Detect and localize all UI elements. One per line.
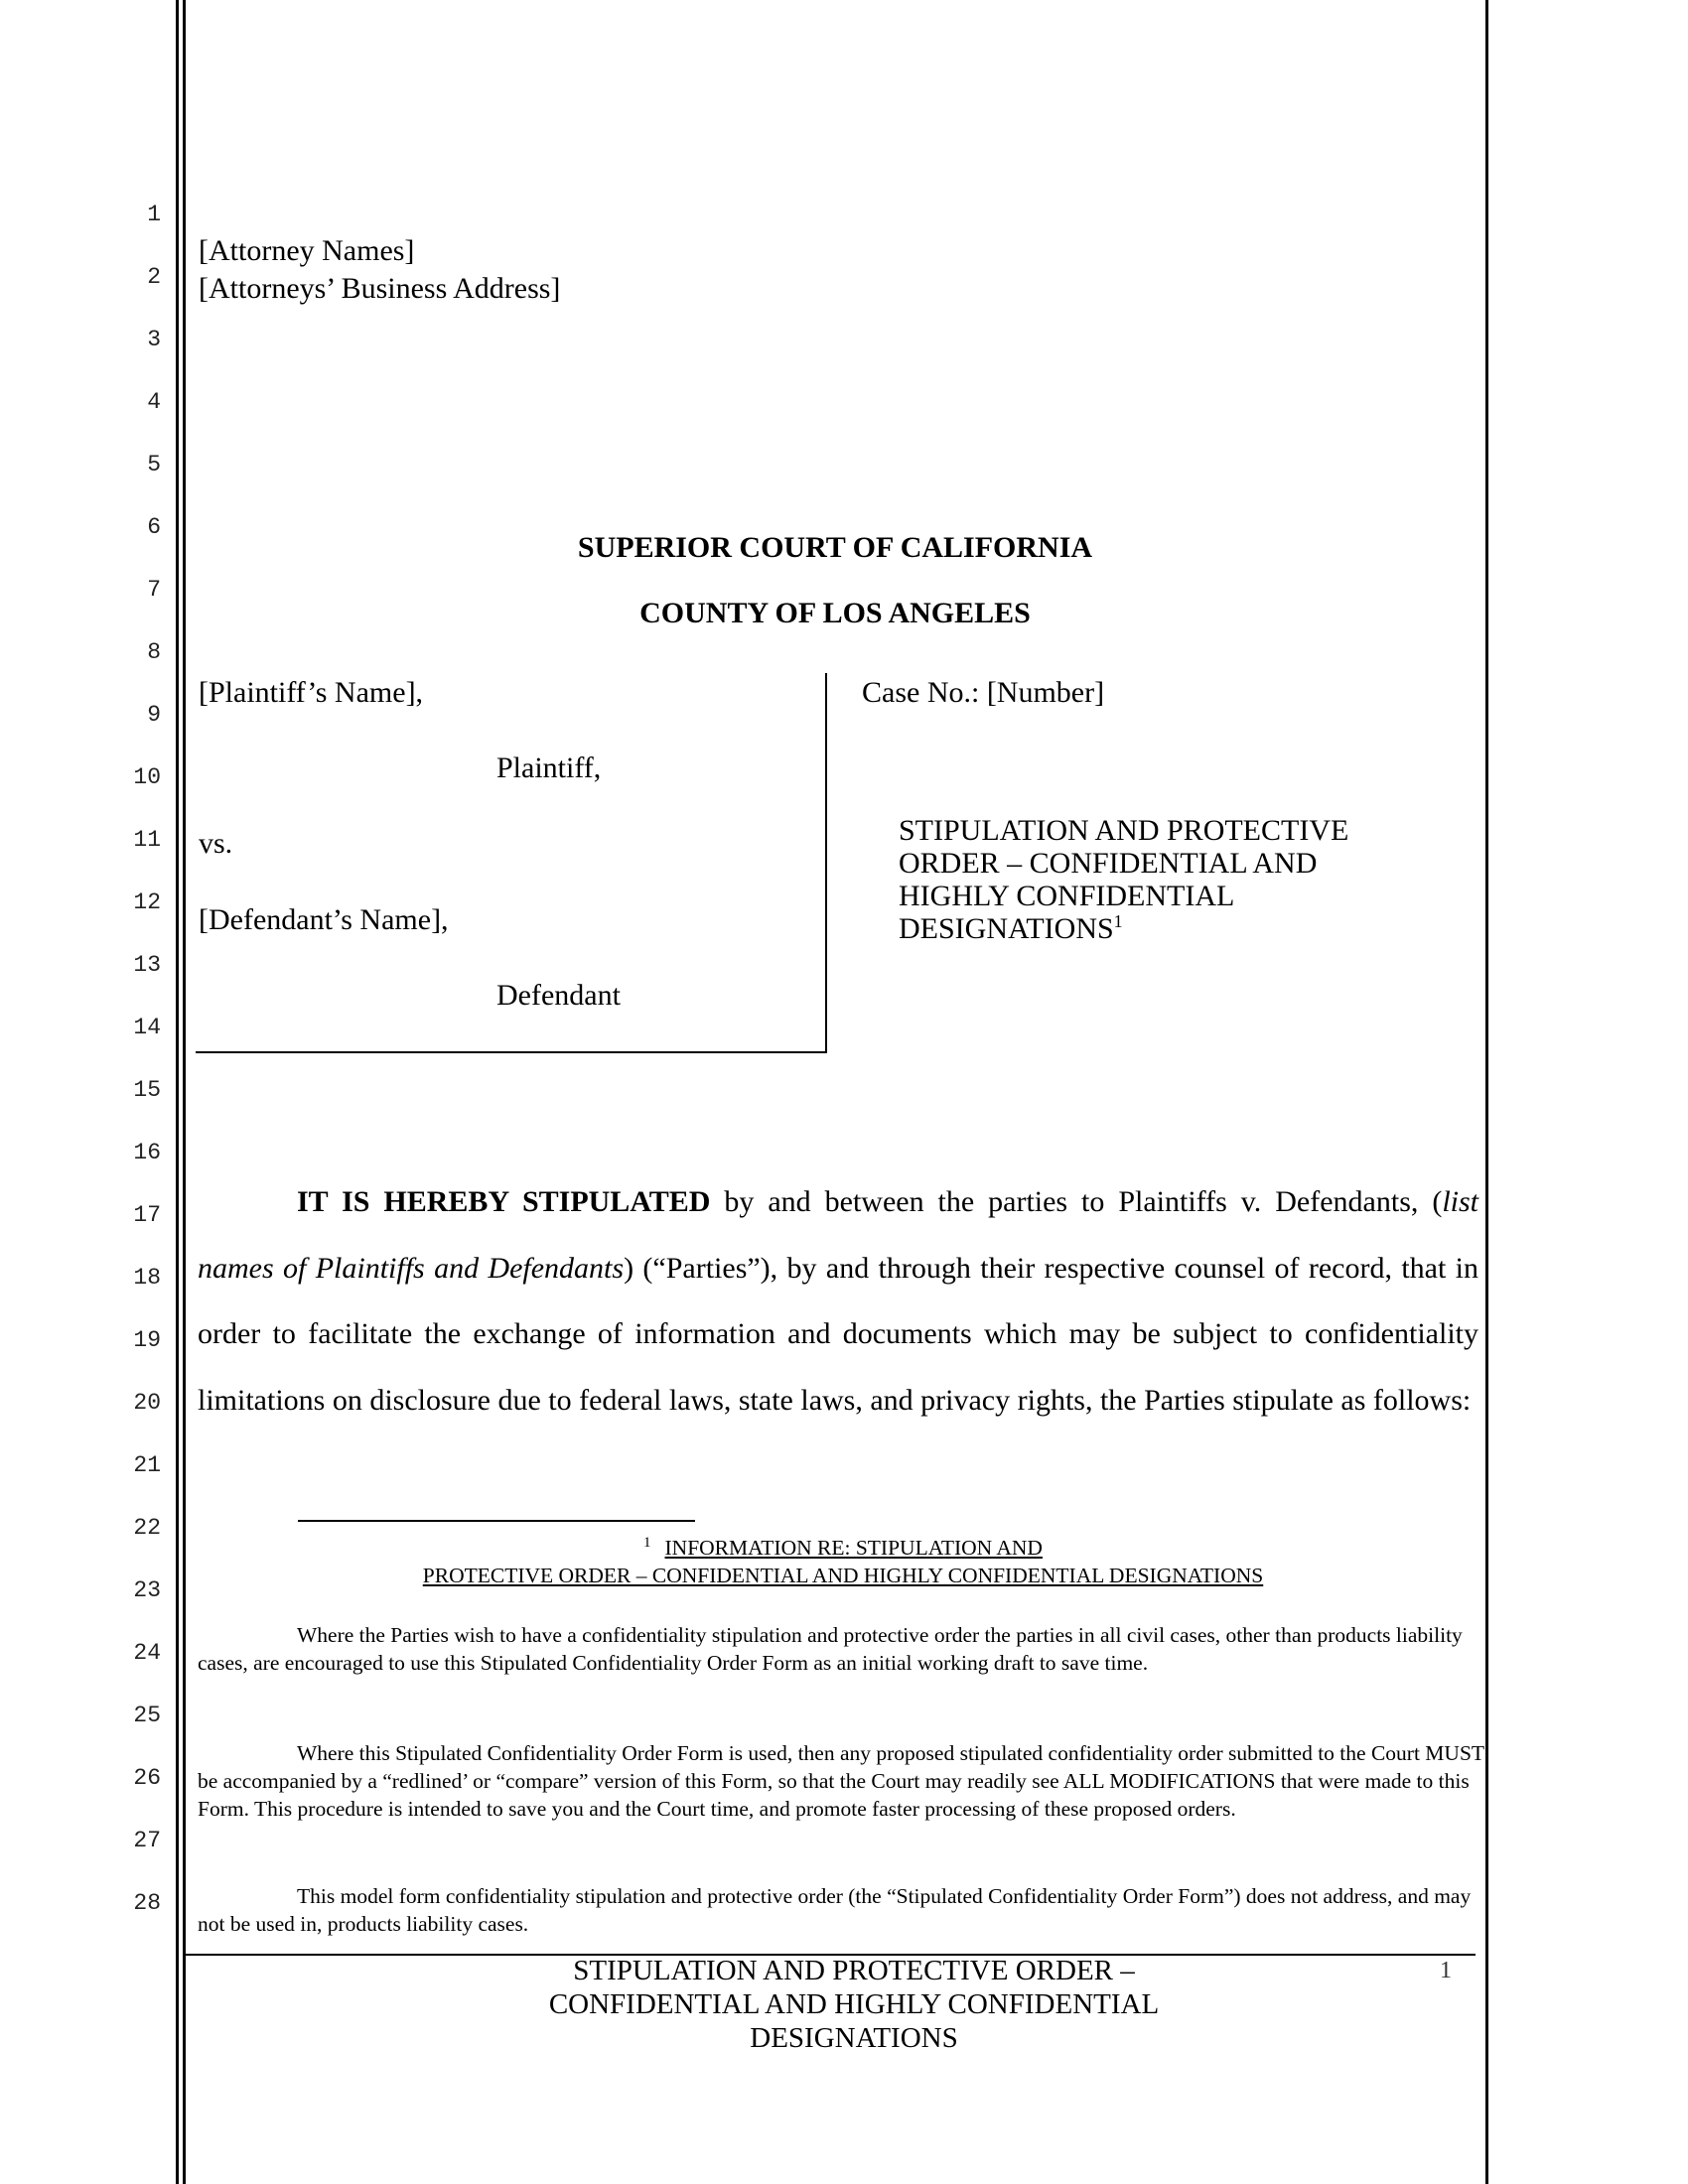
footnote-paragraph: Where this Stipulated Confidentiality Order Form is used, then any proposed stipulated confidentiality order submitted to the Court MUST be accompanied by a “redlined’ or “compare” version of this Form, so that the Court may readily see ALL MODIFICATIONS that were made to this Form. This procedure is intended to save you and the Court time, and promote faster processing of these proposed orders. [198, 1741, 1484, 1821]
footnote-reference: 1 [1113, 911, 1123, 931]
footnote-heading: $^1$ INFORMATION RE: STIPULATION AND PROTECTIVE ORDER – CONFIDENTIAL AND HIGHLY CONFIDENTIAL DESIGNATIONS [422, 1534, 1264, 1587]
line-number: 28 [133, 1890, 161, 1916]
line-number: 10 [133, 764, 161, 790]
line-number: 15 [133, 1077, 161, 1103]
line-number: 14 [133, 1015, 161, 1040]
attorney-address: [Attorneys’ Business Address] [199, 272, 561, 305]
line-number: 2 [147, 264, 161, 290]
left-margin-rule-inner [183, 0, 186, 2184]
line-number: 24 [133, 1640, 161, 1666]
line-number: 26 [133, 1765, 161, 1791]
document-title-line: ORDER – CONFIDENTIAL AND [899, 847, 1318, 880]
line-number: 16 [133, 1140, 161, 1165]
line-number: 17 [133, 1202, 161, 1228]
footer-title: STIPULATION AND PROTECTIVE ORDER – CONFIDENTIAL AND HIGHLY CONFIDENTIAL DESIGNATIONS [548, 1955, 1160, 2054]
defendant-label: Defendant [496, 979, 621, 1012]
document-title-line: HIGHLY CONFIDENTIAL [899, 880, 1235, 912]
footnote-marker: 1 [643, 1534, 651, 1551]
left-margin-rule-outer [176, 0, 179, 2184]
attorney-names: [Attorney Names] [199, 234, 415, 267]
document-title-line: STIPULATION AND PROTECTIVE [899, 814, 1349, 847]
court-county: COUNTY OF LOS ANGELES [639, 597, 1031, 629]
line-number: 3 [147, 327, 161, 352]
line-number: 9 [147, 702, 161, 728]
caption-vertical-rule [825, 673, 827, 1053]
footnote-paragraph: Where the Parties wish to have a confidentiality stipulation and protective order the parties in all civil cases, other than products liability cases, are encouraged to use this Stipulated Confidentiality Order Form as an initial working draft to save time. [198, 1623, 1463, 1675]
line-number: 19 [133, 1327, 161, 1353]
line-number: 6 [147, 514, 161, 540]
line-number: 18 [133, 1265, 161, 1291]
line-number: 7 [147, 577, 161, 603]
stipulated-lead: IT IS HEREBY STIPULATED [297, 1185, 711, 1218]
line-number: 5 [147, 452, 161, 478]
line-number: 23 [133, 1577, 161, 1603]
line-number: 22 [133, 1515, 161, 1541]
line-number: 21 [133, 1452, 161, 1478]
case-number: Case No.: [Number] [862, 676, 1105, 709]
right-margin-rule [1485, 0, 1488, 2184]
plaintiff-name: [Plaintiff’s Name], [199, 676, 424, 709]
line-number: 11 [133, 827, 161, 853]
court-name: SUPERIOR COURT OF CALIFORNIA [577, 531, 1093, 564]
defendant-name: [Defendant’s Name], [199, 903, 449, 936]
line-number: 20 [133, 1390, 161, 1416]
page-number: 1 [1440, 1958, 1452, 1983]
footnote-separator [298, 1520, 695, 1522]
versus-text: vs. [199, 827, 233, 860]
line-number: 27 [133, 1828, 161, 1853]
document-title [899, 814, 1348, 945]
line-number: 13 [133, 952, 161, 978]
stipulation-paragraph: IT IS HEREBY STIPULATED by and between the parties to Plaintiffs v. Defendants, (list names of Plaintiffs and Defendants) (“Parties”), by and through their respective counsel of record, that in order to facilitate the exchange of information and documents which may be subject to confidentiality limitations on disclosure due to federal laws, state laws, and privacy rights, the Parties stipulate as follows: [198, 1185, 1479, 1417]
line-number: 1 [147, 202, 161, 227]
line-number: 4 [147, 389, 161, 415]
caption-bottom-rule [196, 1051, 827, 1053]
parties-placeholder: list names of Plaintiffs and Defendants [198, 1185, 1479, 1285]
footnote-paragraph: This model form confidentiality stipulation and protective order (the “Stipulated Confidentiality Order Form”) does not address, and may not be used in, products liability cases. [198, 1884, 1472, 1936]
document-title-line: DESIGNATIONS$^1$ [899, 911, 1123, 945]
line-number: 12 [133, 889, 161, 915]
plaintiff-label: Plaintiff, [496, 751, 602, 784]
line-number: 25 [133, 1703, 161, 1728]
line-number: 8 [147, 639, 161, 665]
